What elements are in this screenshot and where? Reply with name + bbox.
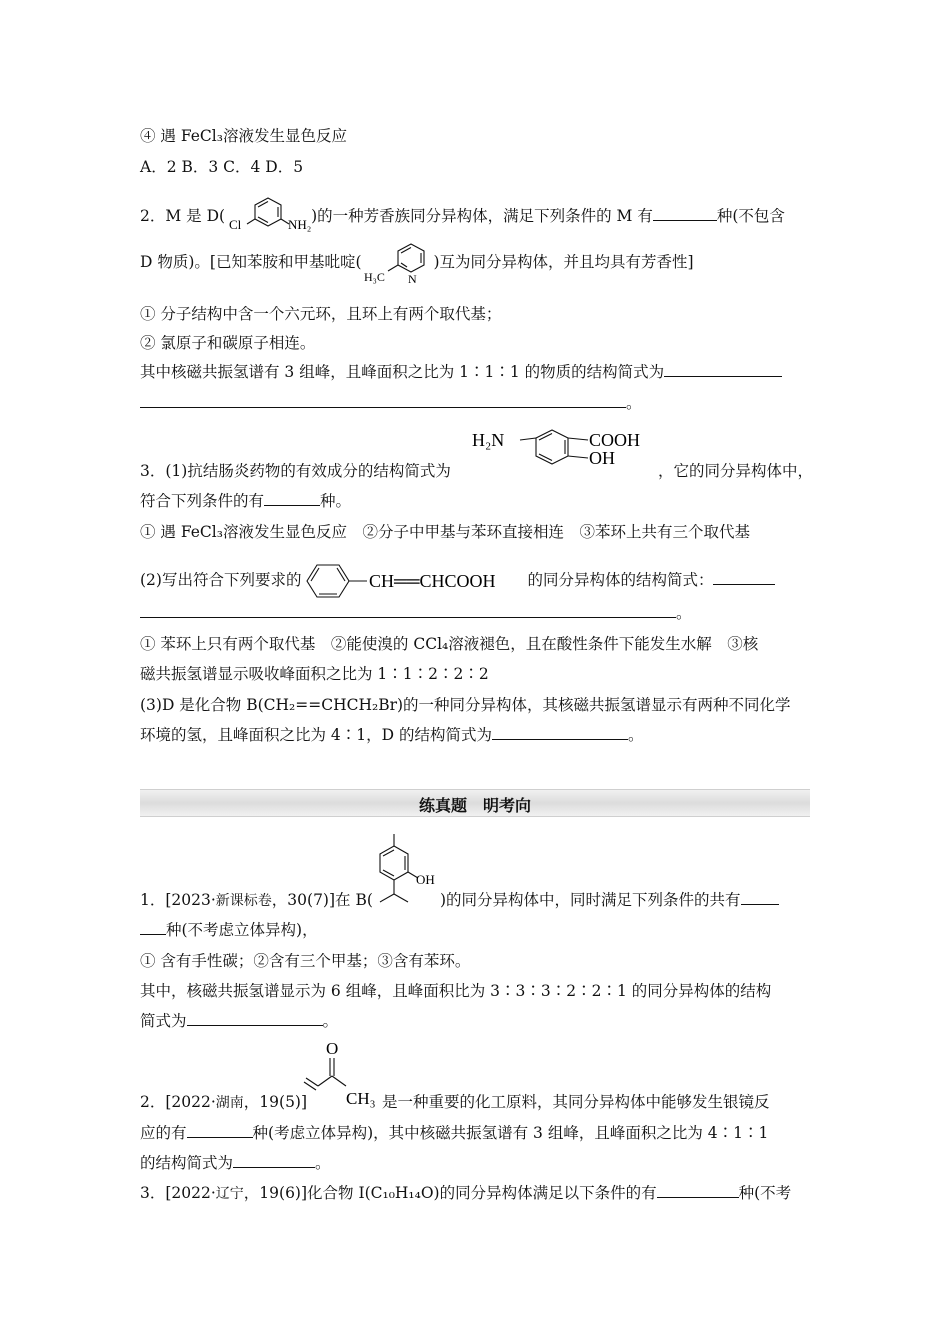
answer-blank[interactable] — [140, 920, 166, 935]
answer-choices-text: A．2 B．3 C．4 D．5 — [140, 158, 304, 176]
period: 。 — [322, 1012, 339, 1030]
q2-condition-1 — [140, 304, 501, 324]
period: 。 — [628, 726, 644, 744]
q2-condition-2 — [140, 333, 315, 353]
answer-choices-line — [140, 157, 303, 177]
r2-text-b: ，19(5)] — [243, 1093, 308, 1111]
real-q2-line-2 — [140, 1123, 768, 1143]
real-q1-line-2 — [140, 920, 318, 940]
h2n-label: H₂N — [472, 430, 505, 450]
r2-text-a: 2．[2022· — [140, 1093, 216, 1111]
q3-text-f: (2)写出符合下列要求的 — [140, 571, 302, 589]
answer-blank[interactable] — [233, 1153, 315, 1168]
q2-text-g: ② 氯原子和碳原子相连。 — [140, 334, 316, 352]
q2-line-1 — [140, 196, 785, 237]
r2-text-f: 的结构简式为 — [140, 1154, 234, 1172]
r2-source: 湖南 — [215, 1095, 244, 1111]
q3-text-j: (3)D 是化合物 B(CH₂==CHCH₂Br)的一种同分异构体，其核磁共振氢谱显示有两种不同化学 — [140, 696, 791, 714]
q3-part3-line-2 — [140, 725, 644, 745]
r1-text-c: )的同分异构体中，同时满足下列条件的共有 — [440, 891, 741, 909]
answer-blank[interactable] — [664, 362, 782, 377]
r1-text-e: ① 含有手性碳；②含有三个甲基；③含有苯环。 — [140, 952, 471, 970]
r1-text-g: 简式为 — [140, 1012, 187, 1030]
period: 。 — [626, 394, 642, 412]
q3-part2-line — [140, 558, 775, 603]
ch3-label: CH₃ — [346, 1089, 376, 1108]
q2-answer-line — [140, 393, 642, 413]
real-q2-line-3 — [140, 1153, 331, 1173]
answer-blank[interactable] — [741, 890, 779, 905]
q3-part3-line-1 — [140, 695, 791, 715]
real-q1-conditions — [140, 951, 470, 971]
q2-text-c: 种(不包含 — [716, 207, 785, 225]
r1-text-d: 种(不考虑立体异构)， — [166, 921, 318, 939]
r1-text-a: 1．[2023· — [140, 891, 216, 909]
answer-blank[interactable] — [140, 603, 676, 618]
r1-source: 新课标卷 — [215, 893, 272, 909]
q2-text-a: 2．M 是 D( — [140, 207, 226, 225]
chloroaniline-structure — [225, 197, 311, 237]
period: 。 — [676, 604, 692, 622]
real-q1-nmr — [140, 981, 771, 1001]
q3-conditions — [140, 522, 750, 542]
q2-nmr-line — [140, 362, 782, 382]
h3c-label: H₃C — [363, 270, 385, 284]
methylpyridine-structure — [362, 241, 434, 285]
r3-text-c: 种(不考 — [738, 1184, 792, 1202]
oh-label: OH — [416, 872, 435, 887]
q2-text-e: )互为同分异构体，并且均具有芳香性] — [433, 253, 694, 271]
q3-line-1 — [140, 461, 451, 481]
real-q3-line-1 — [140, 1183, 791, 1204]
r2-text-c: 是一种重要的化工原料，其同分异构体中能够发生银镜反 — [382, 1093, 770, 1111]
r3-source: 辽宁 — [215, 1186, 244, 1202]
r2-text-d: 应的有 — [140, 1124, 187, 1142]
answer-blank[interactable] — [187, 1123, 253, 1138]
real-q2-line-1 — [140, 1092, 307, 1113]
q2-text-b: )的一种芳香族同分异构体，满足下列条件的 M 有 — [311, 207, 653, 225]
chain-label: CH══CHCOOH — [369, 571, 496, 591]
q3-text-b: ，它的同分异构体中， — [658, 462, 814, 480]
q3-line-1-tail — [658, 461, 813, 481]
q2-text-h: 其中核磁共振氢谱有 3 组峰，且峰面积之比为 1∶1∶1 的物质的结构简式为 — [140, 363, 665, 381]
real-q1-line-1-tail — [440, 890, 779, 910]
answer-blank[interactable] — [140, 393, 626, 408]
r3-text-a: 3．[2022· — [140, 1184, 216, 1202]
q2-line-2 — [140, 240, 694, 285]
option-4-text: ④ 遇 FeCl₃溶液发生显色反应 — [140, 127, 347, 145]
q3-part2-cond-1 — [140, 634, 758, 654]
answer-blank[interactable] — [653, 206, 717, 221]
option-4-line — [140, 126, 347, 146]
cinnamic-acid-structure — [301, 559, 527, 603]
answer-blank[interactable] — [492, 725, 628, 740]
oh-label: OH — [589, 448, 615, 468]
real-q2-line-1-tail — [382, 1092, 770, 1112]
r1-text-f: 其中，核磁共振氢谱显示为 6 组峰，且峰面积比为 3∶3∶3∶2∶2∶1 的同分异构体的结构 — [140, 982, 772, 1000]
q3-text-e: ① 遇 FeCl₃溶液发生显色反应 ②分子中甲基与苯环直接相连 ③苯环上共有三个取代基 — [140, 523, 750, 541]
q3-text-a: 3．(1)抗结肠炎药物的有效成分的结构简式为 — [140, 462, 451, 480]
q3-line-2 — [140, 491, 351, 511]
phenol-b-structure — [368, 832, 448, 914]
q3-text-c: 符合下列条件的有 — [140, 492, 265, 510]
section-banner — [140, 789, 810, 817]
r3-text-b: ，19(6)]化合物 I(C₁₀H₁₄O)的同分异构体满足以下条件的有 — [243, 1184, 657, 1202]
real-q1-answer — [140, 1011, 338, 1031]
period: 。 — [315, 1154, 331, 1172]
q3-text-h: ① 苯环上只有两个取代基 ②能使溴的 CCl₄溶液褪色，且在酸性条件下能发生水解 ③核 — [140, 635, 759, 653]
real-q1-line-1 — [140, 890, 373, 911]
o-label: O — [326, 1039, 339, 1058]
cooh-label: COOH — [589, 430, 641, 450]
answer-blank[interactable] — [264, 491, 320, 506]
q3-text-i: 磁共振氢谱显示吸收峰面积之比为 1∶1∶2∶2∶2 — [140, 665, 489, 683]
n-label: N — [407, 272, 417, 285]
nh2-label: NH₂ — [288, 217, 312, 232]
vinyl-ketone-structure — [300, 1038, 384, 1110]
q3-text-k: 环境的氢，且峰面积之比为 4∶1，D 的结构简式为 — [140, 726, 493, 744]
answer-blank[interactable] — [713, 570, 775, 585]
answer-blank[interactable] — [187, 1011, 323, 1026]
answer-blank[interactable] — [657, 1183, 739, 1198]
r2-text-e: 种(考虑立体异构)，其中核磁共振氢谱有 3 组峰，且峰面积之比为 4∶1∶1 — [252, 1124, 769, 1142]
q3-part2-answer — [140, 603, 692, 623]
q3-part2-cond-2 — [140, 664, 489, 684]
cl-label: Cl — [229, 217, 242, 232]
banner-title: 练真题 明考向 — [418, 796, 531, 815]
q2-text-d: D 物质)。[已知苯胺和甲基吡啶( — [140, 253, 362, 271]
q2-text-f: ① 分子结构中含一个六元环，且环上有两个取代基； — [140, 305, 502, 323]
r1-text-b: ，30(7)]在 B( — [271, 891, 373, 909]
aminosalicylic-structure — [470, 426, 660, 480]
q3-text-d: 种。 — [320, 492, 352, 510]
q3-text-g: 的同分异构体的结构简式： — [527, 571, 714, 589]
